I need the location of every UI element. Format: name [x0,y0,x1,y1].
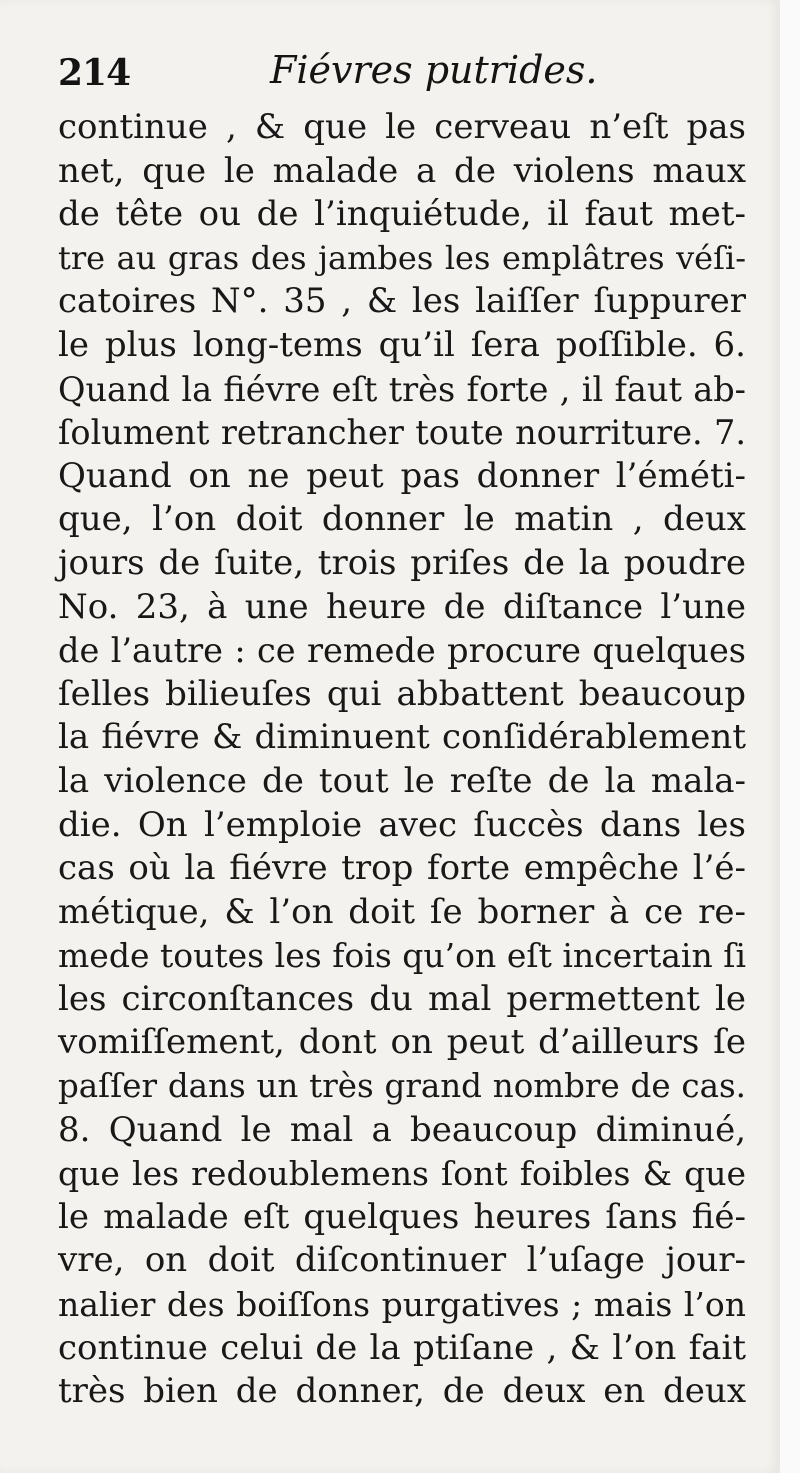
text-line: mede toutes les fois qu’on eſt incertain ſi [58,936,746,976]
text-line: ſelles bilieuſes qui abbattent beaucoup [58,673,746,714]
text-line: continue , & que le cerveau n’eſt pas [58,107,746,147]
text-line: de l’autre : ce remede procure quelques [58,631,746,671]
text-line: catoires N°. 35 , & les laiſſer ſuppurer [58,281,746,322]
text-line: la violence de tout le reſte de la mala- [58,760,746,801]
text-line: de tête ou de l’inquiétude, il faut met- [58,194,746,235]
text-line: métique, & l’on doit ſe borner à ce re- [58,891,746,932]
text-line: paſſer dans un très grand nombre de cas. [58,1067,746,1106]
text-line: que, l’on doit donner le matin , deux [58,499,746,540]
text-line: cas où la fiévre trop forte empêche l’é- [58,848,746,889]
page-edge [780,0,800,1473]
running-title: Fiévres putrides. [270,48,598,92]
text-line: les circonſtances du mal permettent le [58,978,746,1019]
text-line: le plus long-tems qu’il ſera poſſible. 6. [58,324,746,365]
text-line: très bien de donner, de deux en deux [58,1371,746,1412]
text-line: 8. Quand le mal a beaucoup diminué, [58,1109,746,1150]
text-line: die. On l’emploie avec ſuccès dans les [58,804,746,845]
text-line: Quand on ne peut pas donner l’éméti- [58,455,746,496]
page-number: 214 [58,52,131,94]
body-text [58,106,746,1414]
text-line: nalier des boiſſons purgatives ; mais l’on [58,1285,746,1325]
text-line: vomiſſement, dont on peut d’ailleurs ſe [58,1022,746,1063]
text-line: que les redoublemens ſont foibles & que [58,1154,746,1194]
text-line: le malade eſt quelques heures ſans fié- [58,1196,746,1237]
text-line: ſolument retrancher toute nourriture. 7. [58,413,746,453]
text-line: Quand la fiévre eſt très forte , il faut ab- [58,369,746,409]
text-line: vre, on doit diſcontinuer l’uſage jour- [58,1240,746,1281]
text-line: net, que le malade a de violens maux [58,150,746,191]
text-line: No. 23, à une heure de diſtance l’une [58,586,746,627]
running-head [58,46,748,106]
text-line: tre au gras des jambes les emplâtres véſi- [58,238,746,277]
text-line: la fiévre & diminuent conſidérablement [58,717,746,758]
text-line: continue celui de la ptiſane , & l’on fait [58,1327,746,1368]
text-line: jours de ſuite, trois priſes de la poudre [58,542,746,583]
